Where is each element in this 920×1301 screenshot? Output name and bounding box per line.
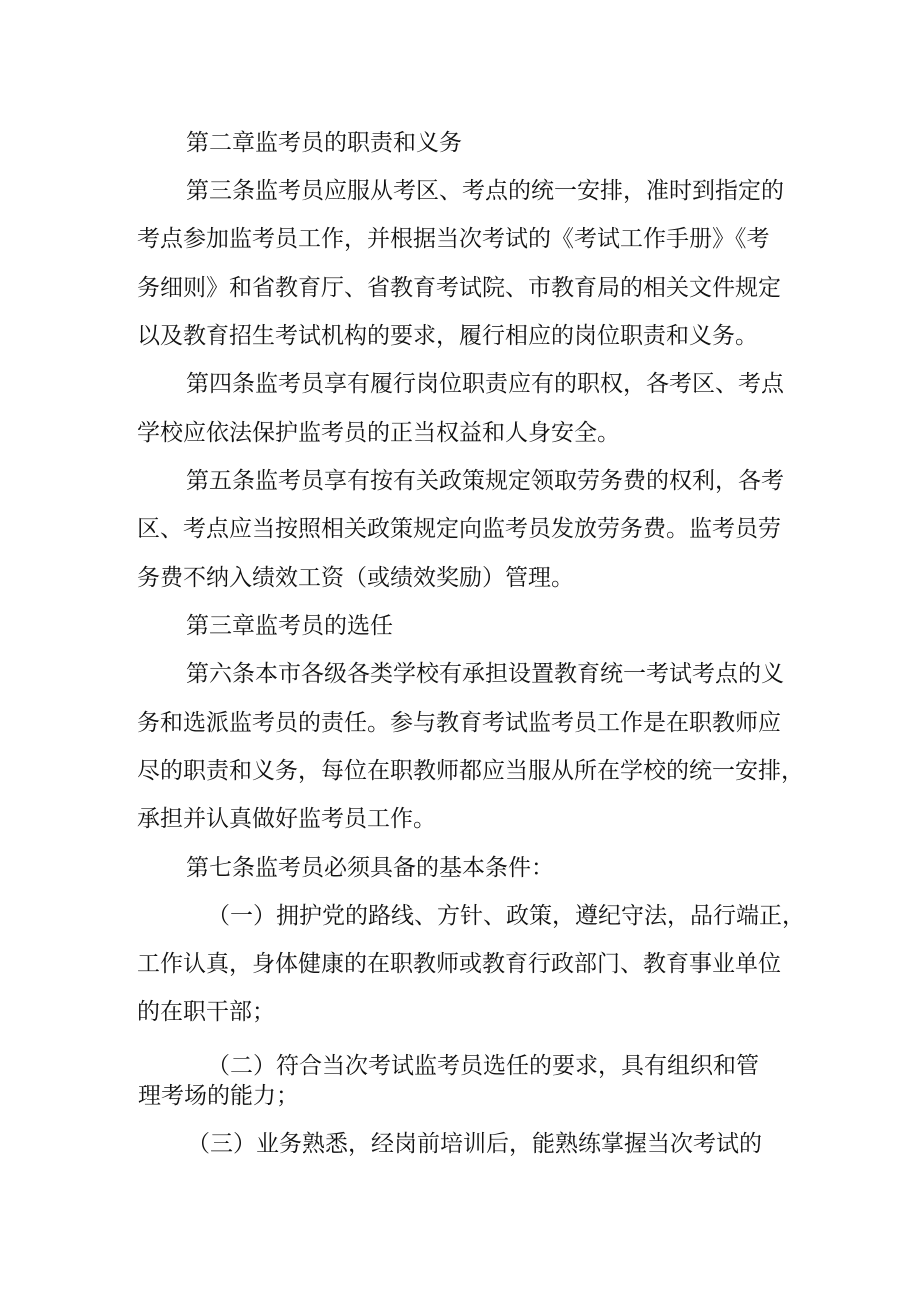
- condition-1-line-1: （一）拥护党的路线、方针、政策，遵纪守法，品行端正，: [207, 903, 805, 929]
- article-6-line-2: 务和选派监考员的责任。参与教育考试监考员工作是在职教师应: [137, 710, 781, 736]
- article-3-line-4: 以及教育招生考试机构的要求，履行相应的岗位职责和义务。: [137, 323, 758, 349]
- article-3-line-2: 考点参加监考员工作，并根据当次考试的《考试工作手册》《考: [137, 226, 770, 252]
- condition-3-line-1: （三）业务熟悉，经岗前培训后，能熟练掌握当次考试的: [187, 1131, 762, 1157]
- condition-1-line-2: 工作认真，身体健康的在职教师或教育行政部门、教育事业单位: [137, 951, 781, 977]
- chapter-heading-2: 第二章监考员的职责和义务: [186, 130, 462, 156]
- article-6-line-4: 承担并认真做好监考员工作。: [137, 806, 436, 832]
- condition-1-line-3: 的在职干部；: [137, 999, 275, 1025]
- article-3-line-1: 第三条监考员应服从考区、考点的统一安排，准时到指定的: [186, 178, 784, 204]
- article-3-line-3: 务细则》和省教育厅、省教育考试院、市教育局的相关文件规定: [137, 275, 781, 301]
- article-7-line-1: 第七条监考员必须具备的基本条件：: [186, 855, 554, 881]
- article-5-line-1: 第五条监考员享有按有关政策规定领取劳务费的权利，各考: [186, 468, 784, 494]
- condition-2-line-2: 理考场的能力；: [138, 1083, 299, 1109]
- condition-2-line-1: （二）符合当次考试监考员选任的要求，具有组织和管: [207, 1053, 759, 1079]
- article-5-line-3: 务费不纳入绩效工资（或绩效奖励）管理。: [137, 565, 574, 591]
- article-4-line-1: 第四条监考员享有履行岗位职责应有的职权，各考区、考点: [186, 371, 784, 397]
- article-4-line-2: 学校应依法保护监考员的正当权益和人身安全。: [137, 420, 620, 446]
- article-6-line-1: 第六条本市各级各类学校有承担设置教育统一考试考点的义: [186, 661, 784, 687]
- article-5-line-2: 区、考点应当按照相关政策规定向监考员发放劳务费。监考员劳: [137, 516, 781, 542]
- article-6-line-3: 尽的职责和义务，每位在职教师都应当服从所在学校的统一安排，: [137, 758, 804, 784]
- chapter-heading-3: 第三章监考员的选任: [186, 613, 393, 639]
